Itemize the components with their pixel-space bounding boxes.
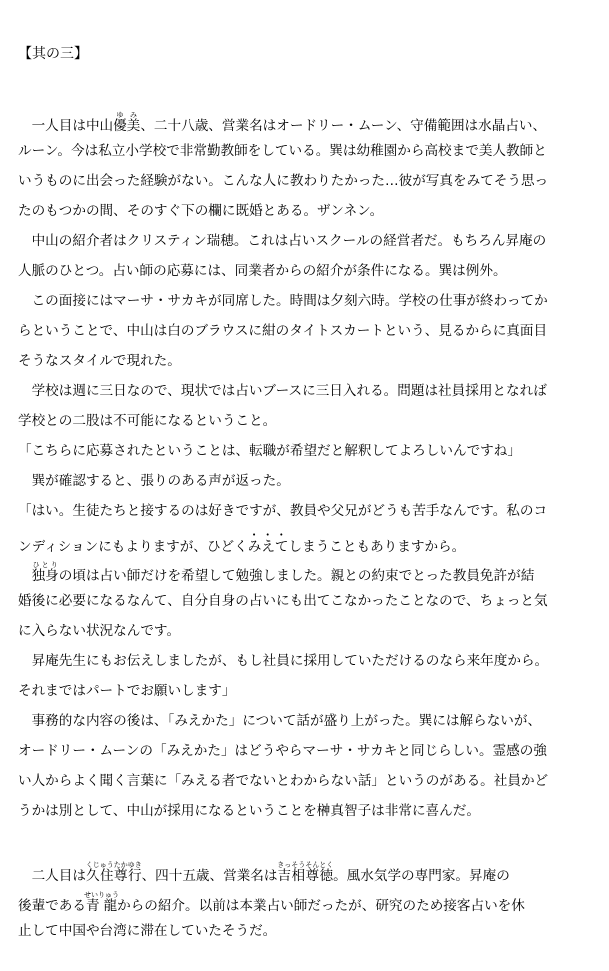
text-line: 後輩である青龍せいりゅうからの紹介。以前は本業占い師だったが、研究のため接客占いを休	[18, 891, 525, 914]
text-line: 「こちらに応募されたということは、転職が希望だと解釈してよろしいんですね」	[18, 443, 521, 459]
text-line: 昇庵先生にもお伝えしましたが、もし社員に採用していただけるのなら来年度から。	[18, 653, 549, 669]
text-line: オードリー・ムーンの「みえかた」はどうやらマーサ・サカキと同じらしい。霊感の強	[18, 743, 547, 759]
text-line: この面接にはマーサ・サカキが同席した。時間は夕刻六時。学校の仕事が終わってか	[18, 293, 548, 309]
text-line: 事務的な内容の後は、「みえかた」について話が盛り上がった。巽には解らないが、	[18, 713, 542, 729]
text-line: い人からよく聞く言葉に「みえる者でないとわからない話」というのがある。社員かど	[18, 773, 549, 789]
text-line: 学校は週に三日なので、現状では占いブースに三日入れる。問題は社員採用となれば	[18, 383, 547, 399]
text-line: うかは別として、中山が採用になるということを榊真智子は非常に喜んだ。	[18, 803, 480, 819]
text-line: 「はい。生徒たちと接するのは好きですが、教員や父兄がどうも苦手なんです。私のコ	[18, 503, 548, 519]
text-line: 学校との二股は不可能になるということ。	[18, 413, 277, 429]
text-line: 中山の紹介者はクリスティン瑞穂。これは占いスクールの経営者だ。もちろん昇庵の	[18, 233, 547, 249]
text-line: それまではパートでお願いします」	[18, 683, 236, 699]
text-line: 独身ひとりの頃は占い師だけを希望して勉強しました。親との約束でとった教員免許が結	[31, 561, 535, 584]
text-line: 一人目は中山優美ゆみ、二十八歳、営業名はオードリー・ムーン、守備範囲は水晶占い、	[18, 111, 547, 134]
text-line: 二人目は久住尊行くじゅうたかゆき、四十五歳、営業名は吉相尊徳きっそうそんとく。風水気学の専門家。昇庵の	[18, 861, 510, 884]
furigana-word: 優美ゆみ	[113, 111, 141, 134]
text-line: 人脈のひとつ。占い師の応募には、同業者からの紹介が条件になる。巽は例外。	[18, 263, 507, 279]
text-line: いうものに出会った経験がない。こんな人に教わりたかった…彼が写真をみてそう思っ	[18, 173, 549, 189]
text-line: ルーン。今は私立小学校で非常勤教師をしている。巽は幼稚園から高校まで美人教師と	[18, 143, 547, 159]
section-heading: 【其の三】	[18, 46, 88, 62]
text-line: に入らない状況なんです。	[18, 623, 181, 639]
text-line: そうなスタイルで現れた。	[18, 353, 181, 369]
text-line: ンディションにもよりますが、ひどくみえてしまうこともありますから。	[18, 539, 466, 555]
furigana-word: 独身ひとり	[31, 561, 59, 584]
emphasis-text: みえて	[247, 539, 289, 555]
furigana-word: 吉相尊徳きっそうそんとく	[277, 861, 334, 884]
text-line: 止して中国や台湾に滞在していたそうだ。	[18, 923, 277, 939]
text-line: らということで、中山は白のブラウスに紺のタイトスカートという、見るからに真面目	[18, 323, 548, 339]
furigana-word: 青龍せいりゅう	[84, 891, 120, 914]
text-line: 巽が確認すると、張りのある声が返った。	[18, 473, 290, 489]
furigana-word: 久住尊行くじゅうたかゆき	[85, 861, 142, 884]
text-line: たのもつかの間、そのすぐ下の欄に既婚とある。ザンネン。	[18, 203, 384, 219]
text-line: 婚後に必要になるなんて、自分自身の占いにも出てこなかったことなので、ちょっと気	[18, 593, 548, 609]
